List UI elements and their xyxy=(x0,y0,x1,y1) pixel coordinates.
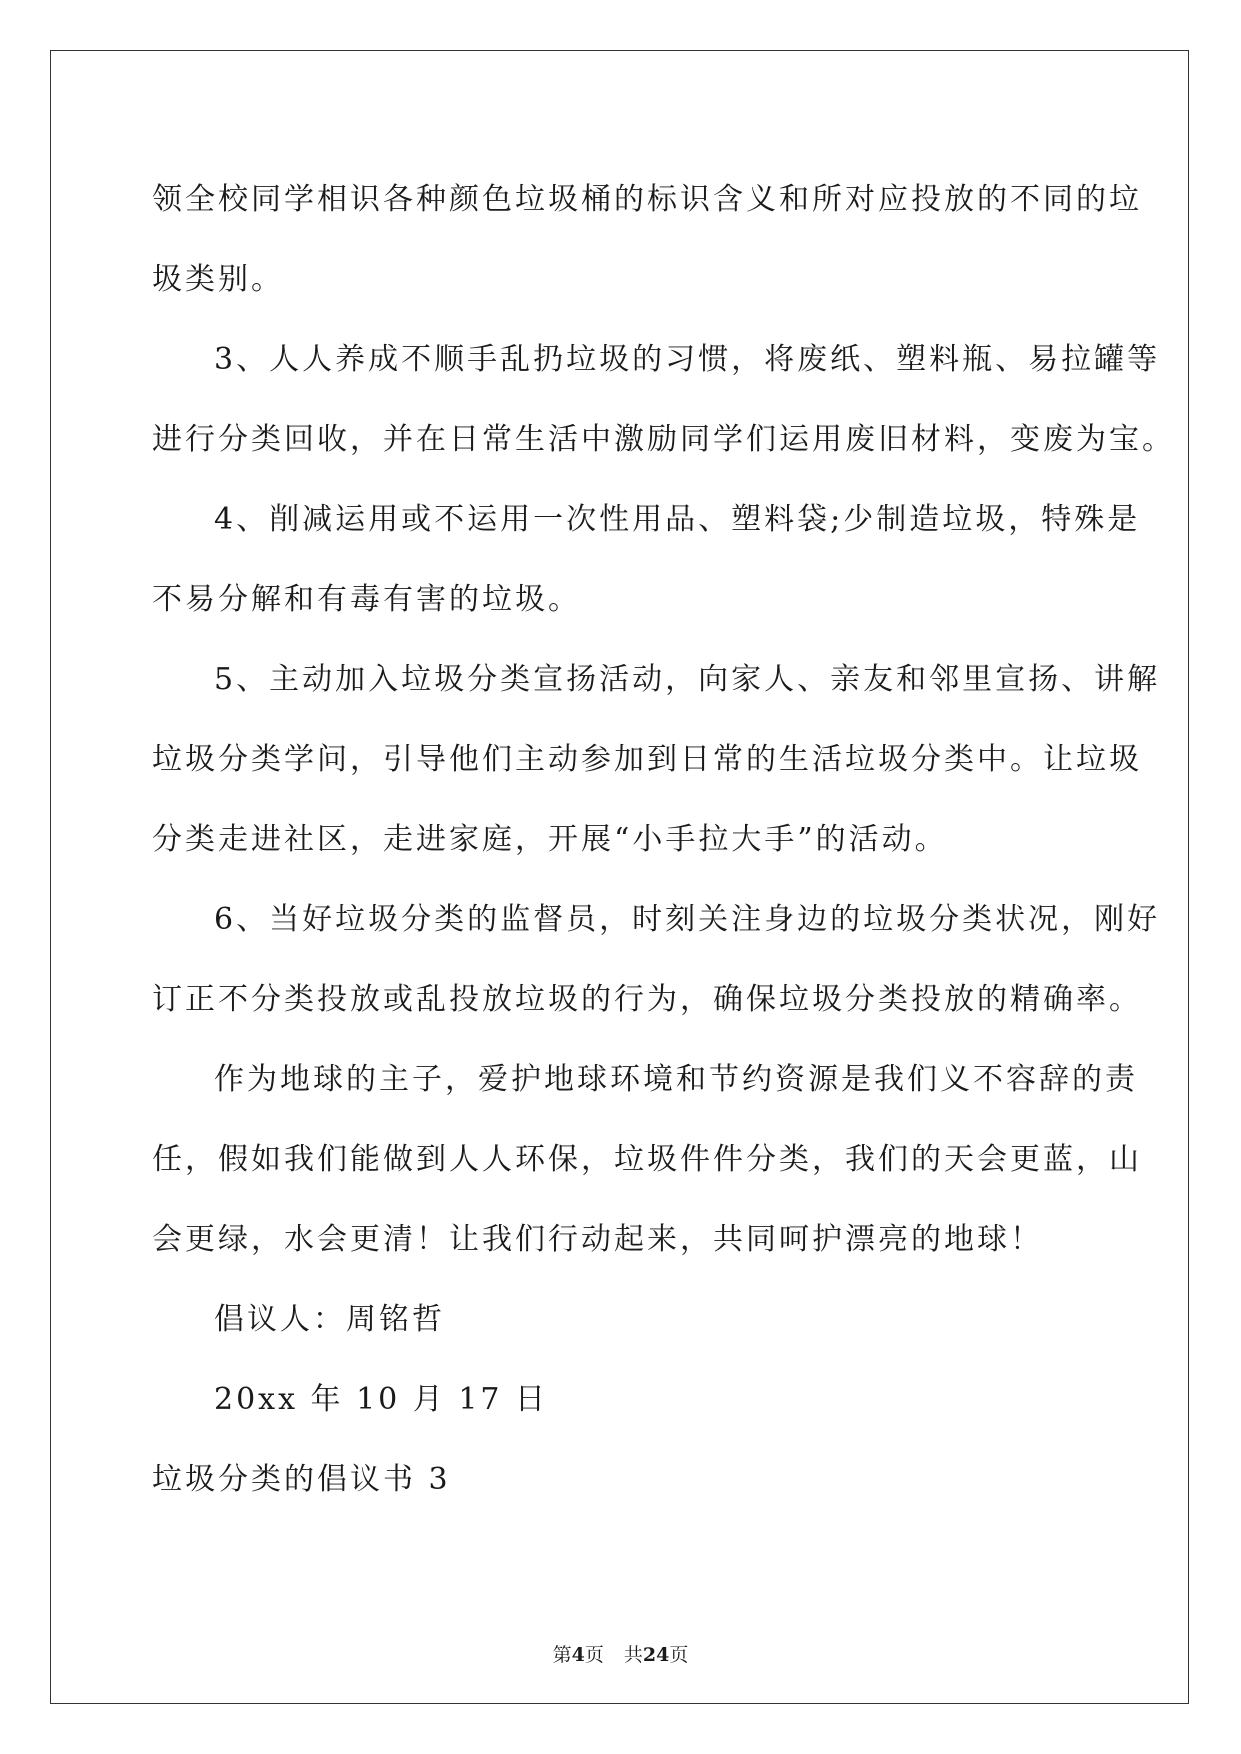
paragraph-line: 垃圾分类学问，引导他们主动参加到日常的生活垃圾分类中。让垃圾 xyxy=(152,742,1142,777)
total-pages: 24 xyxy=(642,1644,670,1666)
paragraph-line: 3、人人养成不顺手乱扔垃圾的习惯，将废纸、塑料瓶、易拉罐等 xyxy=(214,342,1161,377)
paragraph-line: 圾类别。 xyxy=(152,262,284,297)
paragraph-line: 分类走进社区，走进家庭，开展“小手拉大手”的活动。 xyxy=(152,822,948,857)
page-number: 4 xyxy=(571,1644,585,1666)
paragraph-line: 进行分类回收，并在日常生活中激励同学们运用废旧材料，变废为宝。 xyxy=(152,422,1175,457)
paragraph-line: 5、主动加入垃圾分类宣扬活动，向家人、亲友和邻里宣扬、讲解 xyxy=(214,662,1161,697)
paragraph-line: 会更绿，水会更清！让我们行动起来，共同呵护漂亮的地球！ xyxy=(152,1222,1043,1257)
total-prefix: 共 xyxy=(623,1644,643,1666)
date-line: 20xx 年 10 月 17 日 xyxy=(214,1382,549,1417)
paragraph-line: 6、当好垃圾分类的监督员，时刻关注身边的垃圾分类状况，刚好 xyxy=(214,902,1161,937)
section-heading: 垃圾分类的倡议书 3 xyxy=(152,1462,451,1497)
page-prefix: 第 xyxy=(552,1644,572,1666)
page-footer xyxy=(0,1640,1241,1667)
paragraph-line: 订正不分类投放或乱投放垃圾的行为，确保垃圾分类投放的精确率。 xyxy=(152,982,1142,1017)
paragraph-line: 作为地球的主子，爱护地球环境和节约资源是我们义不容辞的责 xyxy=(214,1062,1138,1097)
document-body xyxy=(152,160,1175,1520)
total-suffix: 页 xyxy=(669,1644,689,1666)
paragraph-line: 不易分解和有毒有害的垃圾。 xyxy=(152,582,581,617)
paragraph-line: 4、削减运用或不运用一次性用品、塑料袋;少制造垃圾，特殊是 xyxy=(214,502,1141,537)
paragraph-line: 领全校同学相识各种颜色垃圾桶的标识含义和所对应投放的不同的垃 xyxy=(152,182,1142,217)
signature-line: 倡议人：周铭哲 xyxy=(214,1302,445,1337)
page-suffix: 页 xyxy=(584,1644,604,1666)
paragraph-line: 任，假如我们能做到人人环保，垃圾件件分类，我们的天会更蓝，山 xyxy=(152,1142,1142,1177)
